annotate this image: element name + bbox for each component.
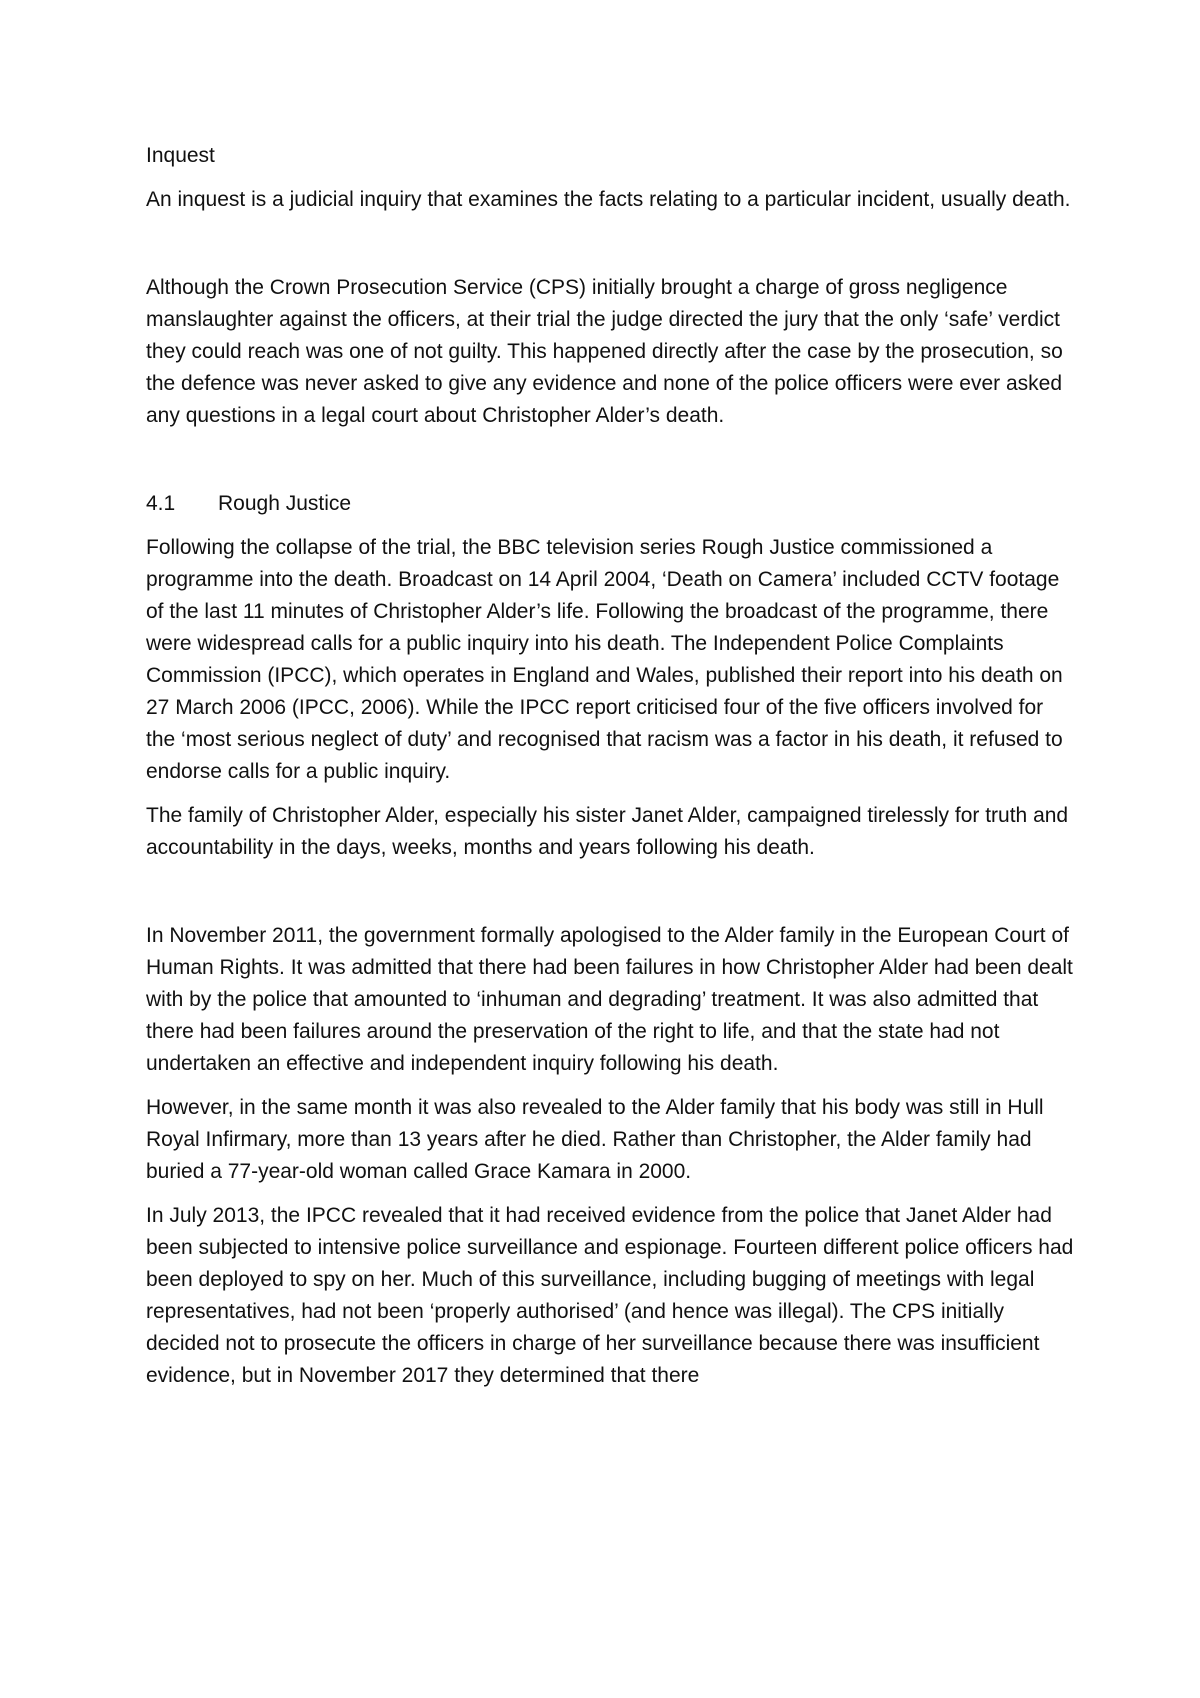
section-title: Rough Justice (218, 492, 352, 515)
document-page (146, 140, 1076, 1404)
rough-justice-paragraph-2: The family of Christopher Alder, especially his sister Janet Alder, campaigned tirelessly for truth and accountability in the days, weeks, months and years following his death. (146, 804, 1069, 859)
section-heading-rough-justice (146, 488, 1076, 520)
cps-paragraph: Although the Crown Prosecution Service (CPS) initially brought a charge of gross negligence manslaughter against the officers, at their trial the judge directed the jury that the only ‘safe’ verdict they could reach was one of not guilty. This happened directly after the case by the prosecution, so the defence was never asked to give any evidence and none of the police officers were ever asked any questions in a legal court about Christopher Alder’s death. (146, 276, 1063, 427)
rough-justice-paragraph-5: In July 2013, the IPCC revealed that it had received evidence from the police that Janet Alder had been subjected to intensive police surveillance and espionage. Fourteen different police officers had been deployed to spy on her. Much of this surveillance, including bugging of meetings with legal representatives, had not been ‘properly authorised’ (and hence was illegal). The CPS initially decided not to prosecute the officers in charge of her surveillance because there was insufficient evidence, but in November 2017 they determined that there (146, 1204, 1074, 1387)
inquest-definition: An inquest is a judicial inquiry that examines the facts relating to a particular incident, usually death. (146, 188, 1071, 211)
section-number: 4.1 (146, 492, 176, 515)
inquest-heading: Inquest (146, 144, 215, 167)
rough-justice-paragraph-1: Following the collapse of the trial, the BBC television series Rough Justice commissioned a programme into the death. Broadcast on 14 April 2004, ‘Death on Camera’ included CCTV footage of the last 11 minutes of Christopher Alder’s life. Following the broadcast of the programme, there were widespread calls for a public inquiry into his death. The Independent Police Complaints Commission (IPCC), which operates in England and Wales, published their report into his death on 27 March 2006 (IPCC, 2006). While the IPCC report criticised four of the five officers involved for the ‘most serious neglect of duty’ and recognised that racism was a factor in his death, it refused to endorse calls for a public inquiry. (146, 536, 1063, 783)
rough-justice-paragraph-3: In November 2011, the government formally apologised to the Alder family in the European Court of Human Rights. It was admitted that there had been failures in how Christopher Alder had been dealt with by the police that amounted to ‘inhuman and degrading’ treatment. It was also admitted that there had been failures around the preservation of the right to life, and that the state had not undertaken an effective and independent inquiry following his death. (146, 924, 1073, 1075)
rough-justice-paragraph-4: However, in the same month it was also revealed to the Alder family that his body was still in Hull Royal Infirmary, more than 13 years after he died. Rather than Christopher, the Alder family had buried a 77-year-old woman called Grace Kamara in 2000. (146, 1096, 1044, 1183)
